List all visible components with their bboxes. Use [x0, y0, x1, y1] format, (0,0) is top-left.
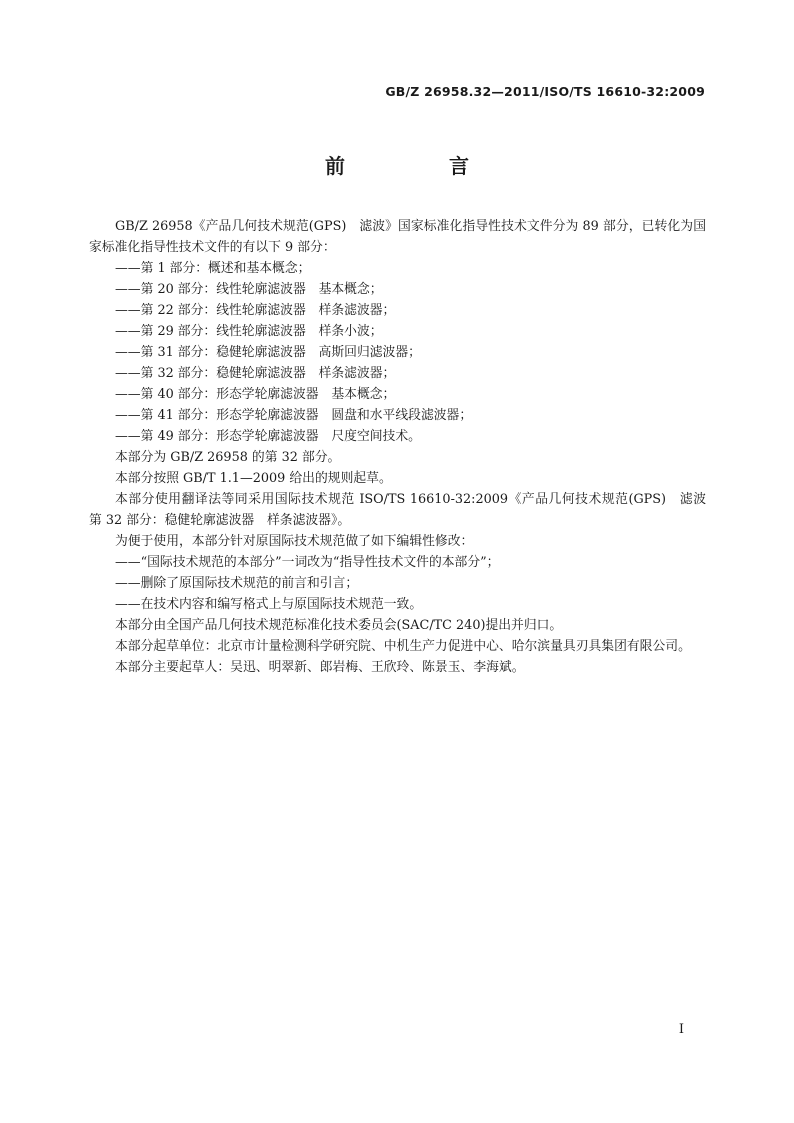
- drafting-units-paragraph: 本部分起草单位：北京市计量检测科学研究院、中机生产力促进中心、哈尔滨量具刃具集团有限公司。: [115, 639, 691, 654]
- this-part-paragraph: 本部分为 GB/Z 26958 的第 32 部分。: [115, 450, 341, 465]
- adoption-paragraph: 本部分使用翻译法等同采用国际技术规范 ISO/TS 16610-32:2009《产品几何技术规范(GPS) 滤波 第 32 部分：稳健轮廓滤波器 样条滤波器》。: [89, 492, 719, 528]
- page-number: I: [678, 1022, 684, 1037]
- list-item: ——第 41 部分：形态学轮廓滤波器 圆盘和水平线段滤波器；: [115, 408, 473, 423]
- list-item: ——第 40 部分：形态学轮廓滤波器 基本概念；: [115, 387, 396, 402]
- drafting-rules-paragraph: 本部分按照 GB/T 1.1—2009 给出的规则起草。: [115, 471, 392, 486]
- list-item: ——第 29 部分：线性轮廓滤波器 样条小波；: [115, 324, 383, 339]
- list-item: ——第 20 部分：线性轮廓滤波器 基本概念；: [115, 282, 383, 297]
- list-item: ——删除了原国际技术规范的前言和引言；: [115, 576, 359, 591]
- intro-paragraph: GB/Z 26958《产品几何技术规范(GPS) 滤波》国家标准化指导性技术文件分为 89 部分，已转化为国家标准化指导性技术文件的有以下 9 部分：: [89, 219, 706, 255]
- list-item: ——“国际技术规范的本部分”一词改为“指导性技术文件的本部分”；: [115, 555, 500, 570]
- list-item: ——第 22 部分：线性轮廓滤波器 样条滤波器；: [115, 303, 396, 318]
- drafters-paragraph: 本部分主要起草人：吴迅、明翠新、郎岩梅、王欣玲、陈景玉、李海斌。: [115, 660, 525, 675]
- proposer-paragraph: 本部分由全国产品几何技术规范标准化技术委员会(SAC/TC 240)提出并归口。: [115, 618, 563, 633]
- foreword-body: [89, 216, 719, 678]
- editorial-intro-paragraph: 为便于使用，本部分针对原国际技术规范做了如下编辑性修改：: [115, 534, 474, 549]
- list-item: ——第 32 部分：稳健轮廓滤波器 样条滤波器；: [115, 366, 396, 381]
- list-item: ——第 1 部分：概述和基本概念；: [115, 261, 311, 276]
- list-item: ——第 31 部分：稳健轮廓滤波器 高斯回归滤波器；: [115, 345, 421, 360]
- list-item: ——第 49 部分：形态学轮廓滤波器 尺度空间技术。: [115, 429, 421, 444]
- list-item: ——在技术内容和编写格式上与原国际技术规范一致。: [115, 597, 423, 612]
- page-title: 前 言: [325, 154, 511, 178]
- document-code-header: GB/Z 26958.32—2011/ISO/TS 16610-32:2009: [385, 84, 705, 99]
